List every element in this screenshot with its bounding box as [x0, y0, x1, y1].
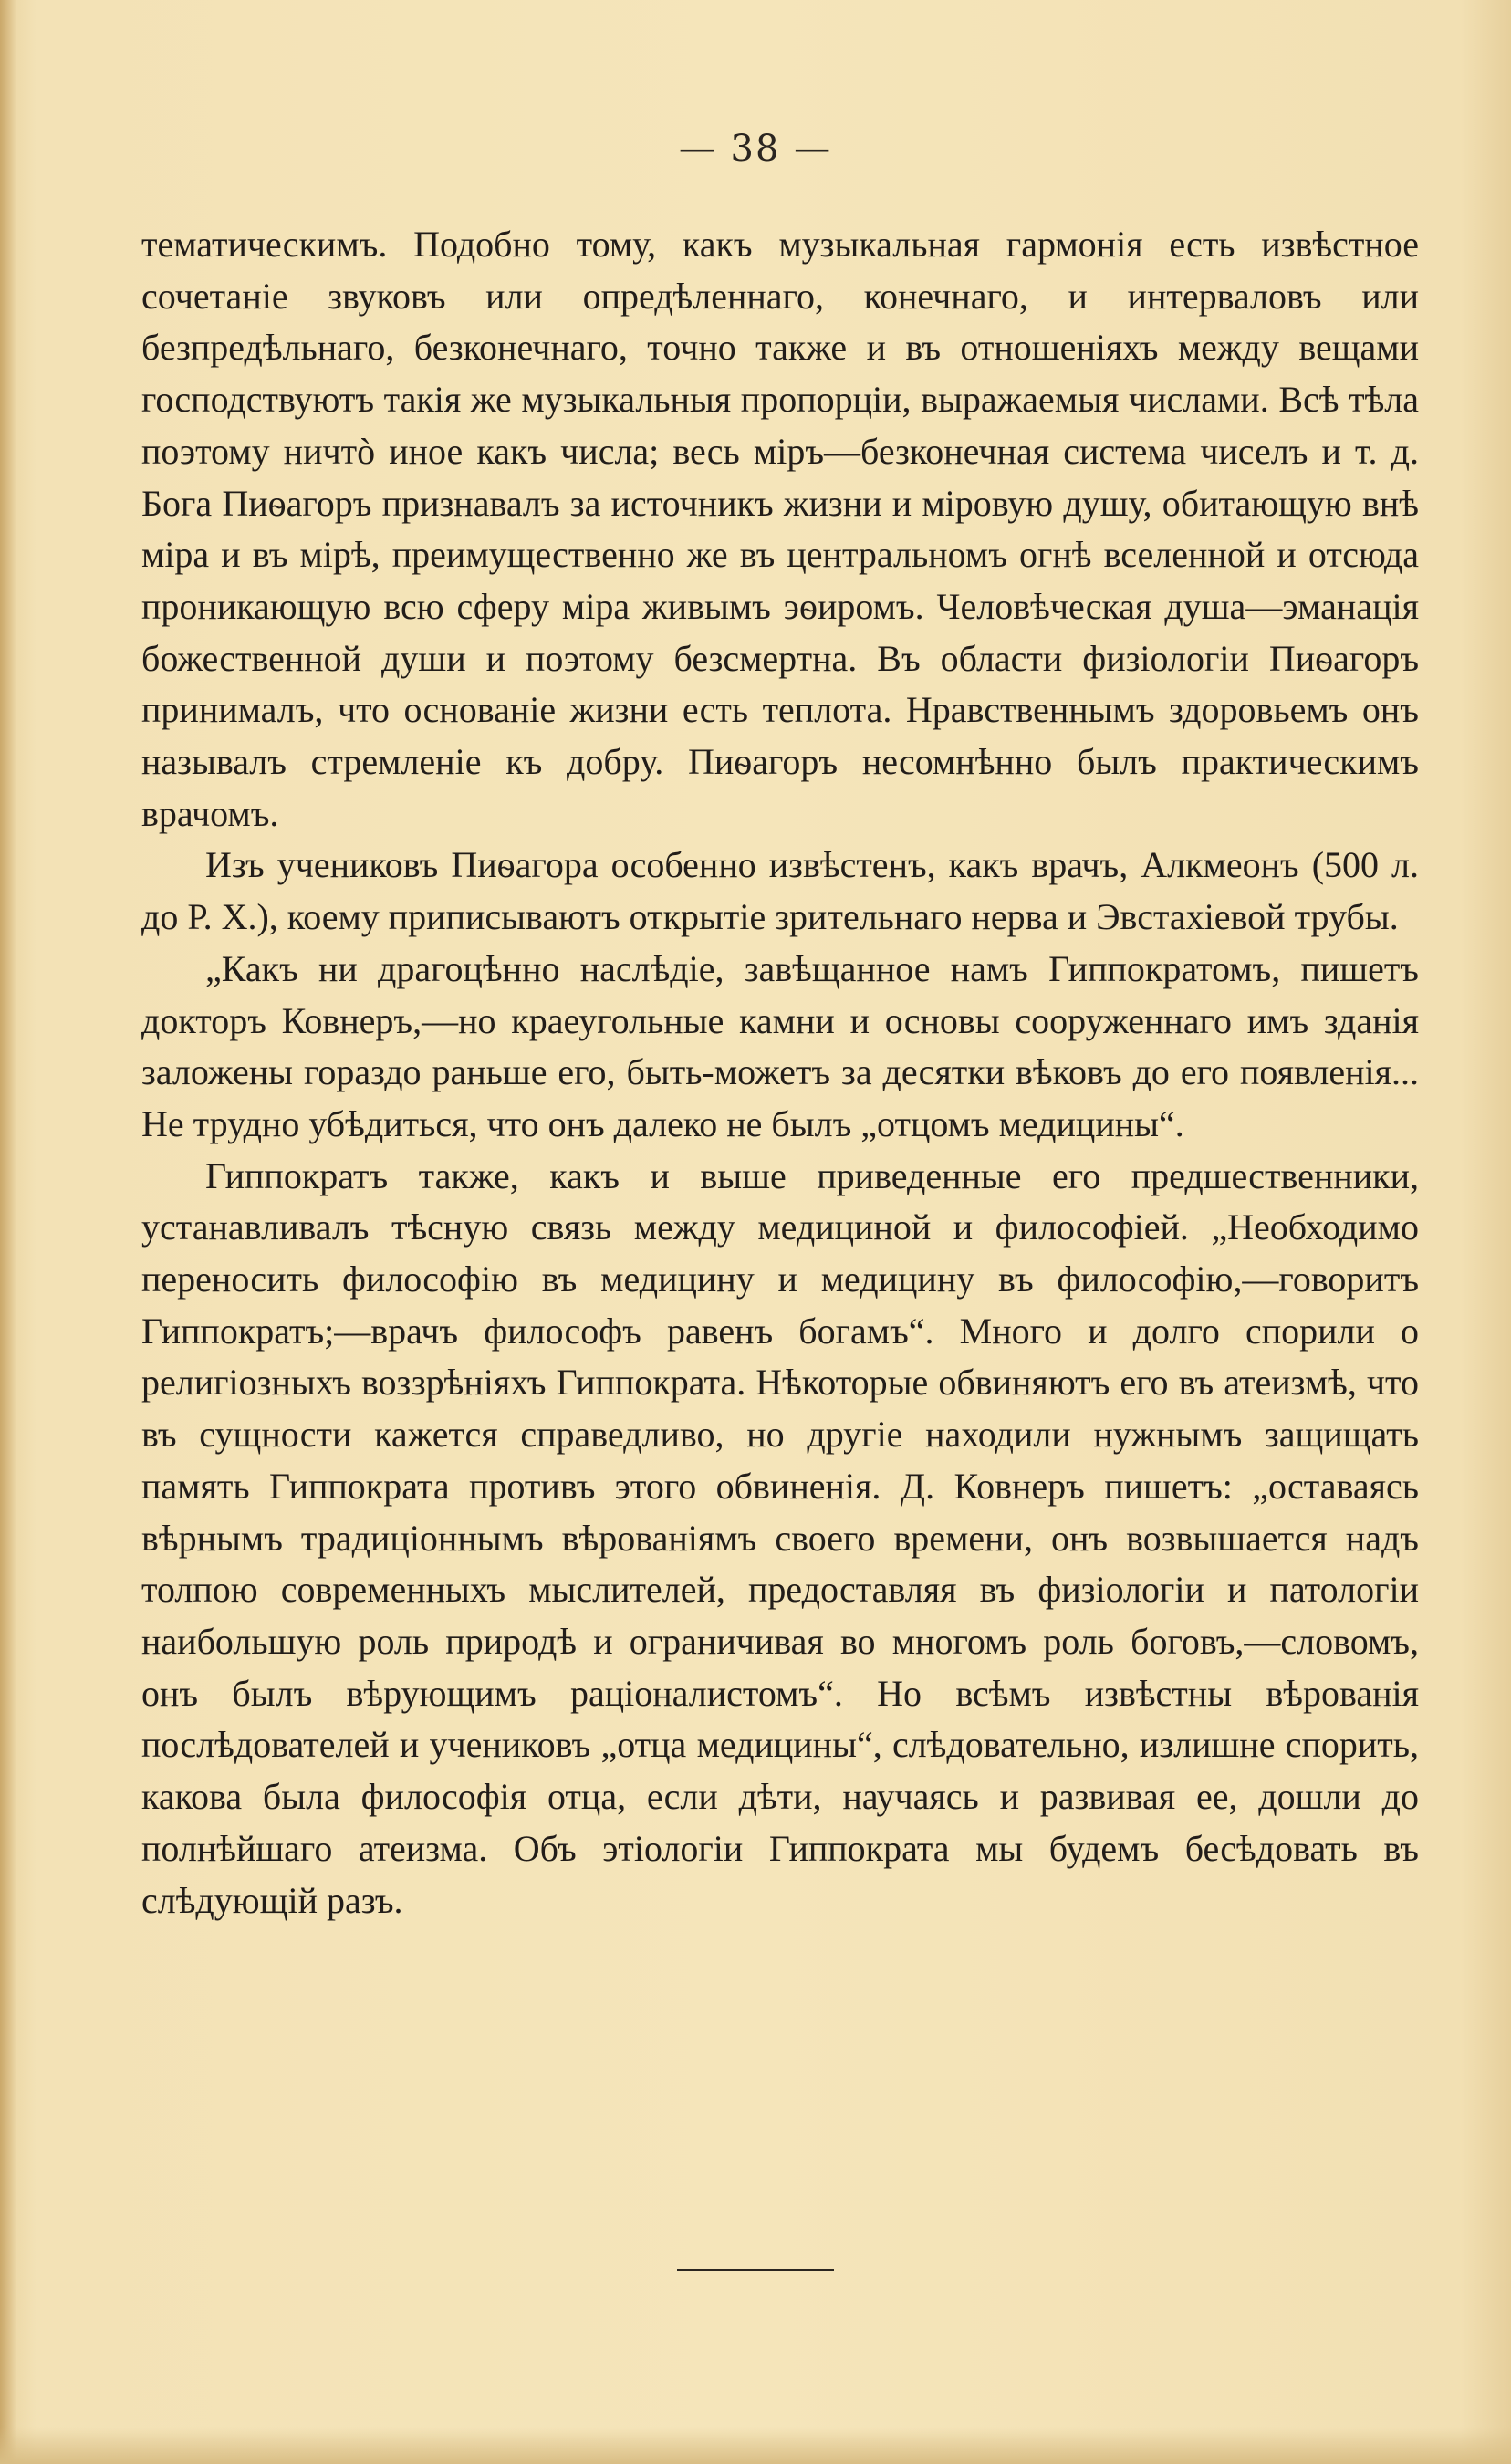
- end-rule: [677, 2269, 834, 2271]
- paragraph-3: „Какъ ни драгоцѣнно наслѣдіе, завѣщанное намъ Гиппократомъ, пишетъ докторъ Ковнеръ,—но краеугольные камни и основы сооруженнаго имъ зданія заложены гораздо раньше его, быть-можетъ за десятки вѣковъ до его появленія... Не трудно убѣдиться, что онъ далеко не былъ „отцомъ медицины“.: [141, 947, 1419, 1144]
- body-text: [141, 219, 1419, 1926]
- paragraph-4: Гиппократъ также, какъ и выше приведенные его предшественники, устанавливалъ тѣсную связь между медициной и философіей. „Необходимо переносить философію въ медицину и медицину въ философію,—говоритъ Гиппократъ;—врачъ философъ равенъ богамъ“. Много и долго спорили о религіозныхъ воззрѣніяхъ Гиппократа. Нѣкоторые обвиняютъ его въ атеизмѣ, что въ сущности кажется справедливо, но другіе находили нужнымъ защищать память Гиппократа противъ этого обвиненія. Д. Ковнеръ пишетъ: „оставаясь вѣрнымъ традиціоннымъ вѣрованіямъ своего времени, онъ возвышается надъ толпою современныхъ мыслителей, предоставляя въ физіологіи и патологіи наибольшую роль природѣ и ограничивая во многомъ роль боговъ,—словомъ, онъ былъ вѣрующимъ раціоналистомъ“. Но всѣмъ извѣстны вѣрованія послѣдователей и учениковъ „отца медицины“, слѣдовательно, излишне спорить, какова была философія отца, если дѣти, научаясь и развивая ее, дошли до полнѣйшаго атеизма. Объ этіологіи Гиппократа мы будемъ бесѣдовать въ слѣдующій разъ.: [141, 1154, 1419, 1921]
- page-edge-shadow: [0, 0, 16, 2464]
- page-number: — 38 —: [678, 128, 833, 170]
- paragraph-2: Изъ учениковъ Пиѳагора особенно извѣстенъ, какъ врачъ, Алкмеонъ (500 л. до Р. Х.), коему приписываютъ открытіе зрительнаго нерва и Эвстахіевой трубы.: [141, 844, 1419, 938]
- paragraph-1: тематическимъ. Подобно тому, какъ музыкальная гармонія есть извѣстное сочетаніе звуковъ или опредѣленнаго, конечнаго, и интерваловъ или безпредѣльнаго, безконечнаго, точно также и въ отношеніяхъ между вещами господствуютъ такія же музыкальныя пропорціи, выражаемыя числами. Всѣ тѣла поэтому ничтò иное какъ числа; весь міръ—безконечная система чиселъ и т. д. Бога Пиѳагоръ признавалъ за источникъ жизни и міровую душу, обитающую внѣ міра и въ мірѣ, преимущественно же въ центральномъ огнѣ вселенной и отсюда проникающую всю сферу міра живымъ эѳиромъ. Человѣческая душа—эманація божественной души и поэтому безсмертна. Въ области физіологіи Пиѳагоръ принималъ, что основаніе жизни есть теплота. Нравственнымъ здоровьемъ онъ называлъ стремленіе къ добру. Пиѳагоръ несомнѣнно былъ практическимъ врачомъ.: [141, 224, 1419, 834]
- page-bottom-edge: [0, 2427, 1511, 2464]
